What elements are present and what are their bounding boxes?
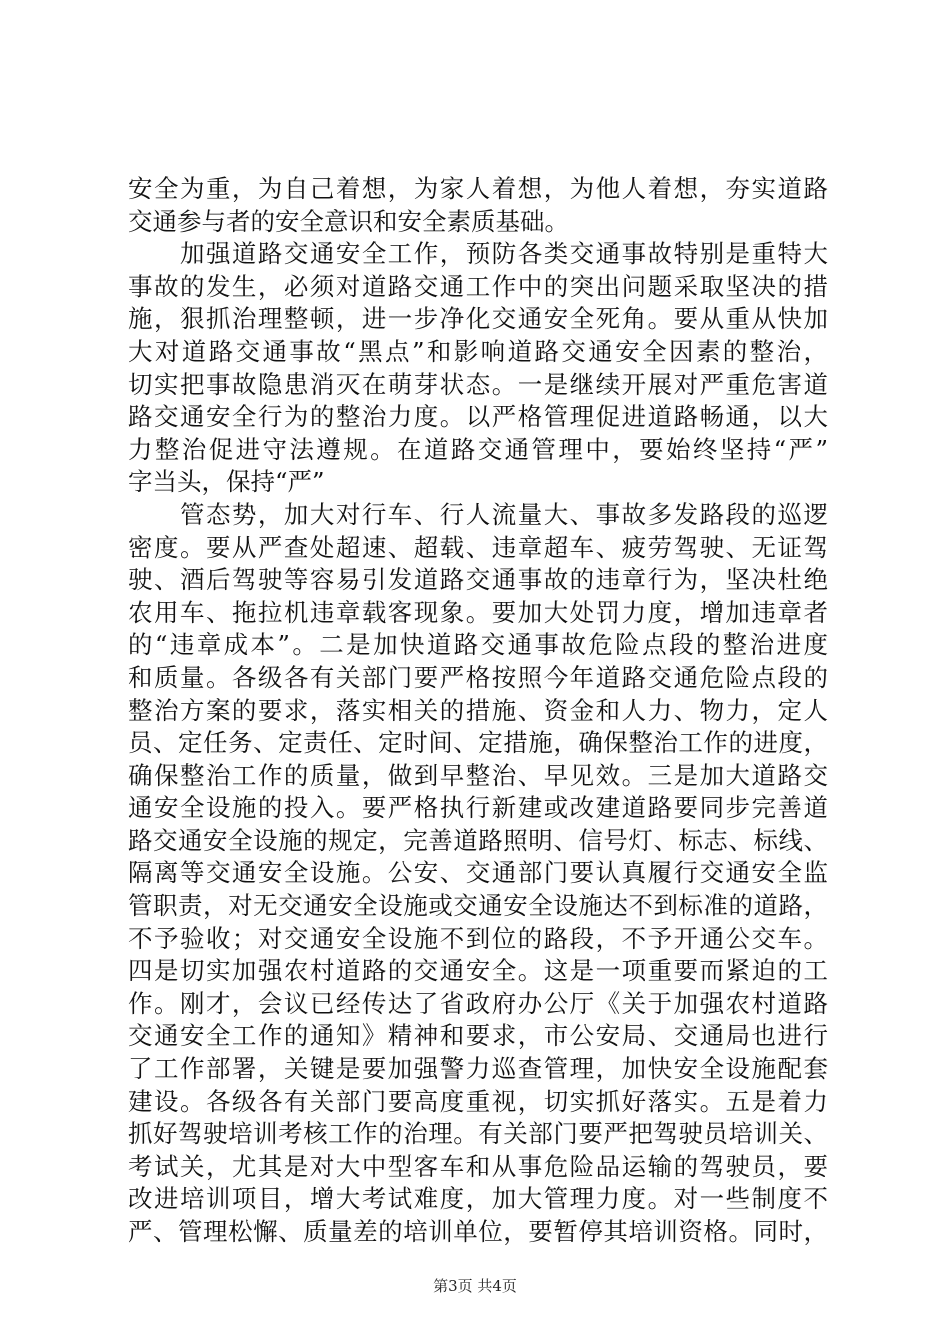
text-line: 管态势，加大对行车、行人流量大、事故多发路段的巡逻 xyxy=(128,499,828,529)
text-line: 路交通安全设施的规定，完善道路照明、信号灯、标志、标线、 xyxy=(128,825,828,855)
text-line: 通安全设施的投入。要严格执行新建或改建道路要同步完善道 xyxy=(128,793,828,823)
text-line: 员、定任务、定责任、定时间、定措施，确保整治工作的进度， xyxy=(128,728,828,758)
text-line: 了工作部署，关键是要加强警力巡查管理，加快安全设施配套 xyxy=(128,1054,828,1084)
text-line: 隔离等交通安全设施。公安、交通部门要认真履行交通安全监 xyxy=(128,858,828,888)
text-line: 安全为重，为自己着想，为家人着想，为他人着想，夯实道路 xyxy=(128,174,828,203)
text-line: 交通参与者的安全意识和安全素质基础。 xyxy=(128,206,569,236)
text-line: 交通安全工作的通知》精神和要求，市公安局、交通局也进行 xyxy=(128,1021,828,1051)
text-line: 确保整治工作的质量，做到早整治、早见效。三是加大道路交 xyxy=(128,760,828,790)
text-line: 改进培训项目，增大考试难度，加大管理力度。对一些制度不 xyxy=(128,1184,828,1214)
text-line: 和质量。各级各有关部门要严格按照今年道路交通危险点段的 xyxy=(128,662,828,692)
text-line: 力整治促进守法遵规。在道路交通管理中，要始终坚持“严” xyxy=(128,434,828,464)
text-line: 密度。要从严查处超速、超载、违章超车、疲劳驾驶、无证驾 xyxy=(128,532,828,562)
text-line: 建设。各级各有关部门要高度重视，切实抓好落实。五是着力 xyxy=(128,1086,828,1116)
text-line: 施，狠抓治理整顿，进一步净化交通安全死角。要从重从快加 xyxy=(128,304,828,334)
text-line: 加强道路交通安全工作，预防各类交通事故特别是重特大 xyxy=(128,239,828,269)
text-line: 整治方案的要求，落实相关的措施、资金和人力、物力，定人 xyxy=(128,695,828,725)
text-line: 作。刚才，会议已经传达了省政府办公厅《关于加强农村道路 xyxy=(128,988,828,1018)
text-line: 严、管理松懈、质量差的培训单位，要暂停其培训资格。同时， xyxy=(128,1217,828,1246)
text-line: 农用车、拖拉机违章载客现象。要加大处罚力度，增加违章者 xyxy=(128,597,828,627)
text-line: 事故的发生，必须对道路交通工作中的突出问题采取坚决的措 xyxy=(128,271,828,301)
document-body xyxy=(128,173,828,1249)
text-line: 考试关，尤其是对大中型客车和从事危险品运输的驾驶员，要 xyxy=(128,1151,828,1181)
page-footer: 第3页 共4页 xyxy=(433,1277,517,1295)
text-line: 字当头，保持“严” xyxy=(128,467,325,497)
text-line: 的“违章成本”。二是加快道路交通事故危险点段的整治进度 xyxy=(128,630,828,660)
text-line: 四是切实加强农村道路的交通安全。这是一项重要而紧迫的工 xyxy=(128,956,828,986)
text-line: 不予验收；对交通安全设施不到位的路段，不予开通公交车。 xyxy=(128,923,828,953)
text-line: 大对道路交通事故“黑点”和影响道路交通安全因素的整治， xyxy=(128,336,828,366)
text-line: 路交通安全行为的整治力度。以严格管理促进道路畅通，以大 xyxy=(128,402,828,432)
text-line: 抓好驾驶培训考核工作的治理。有关部门要严把驾驶员培训关、 xyxy=(128,1119,828,1149)
text-line: 驶、酒后驾驶等容易引发道路交通事故的违章行为，坚决杜绝 xyxy=(128,565,828,595)
text-line: 管职责，对无交通安全设施或交通安全设施达不到标准的道路， xyxy=(128,891,828,921)
text-line: 切实把事故隐患消灭在萌芽状态。一是继续开展对严重危害道 xyxy=(128,369,828,399)
